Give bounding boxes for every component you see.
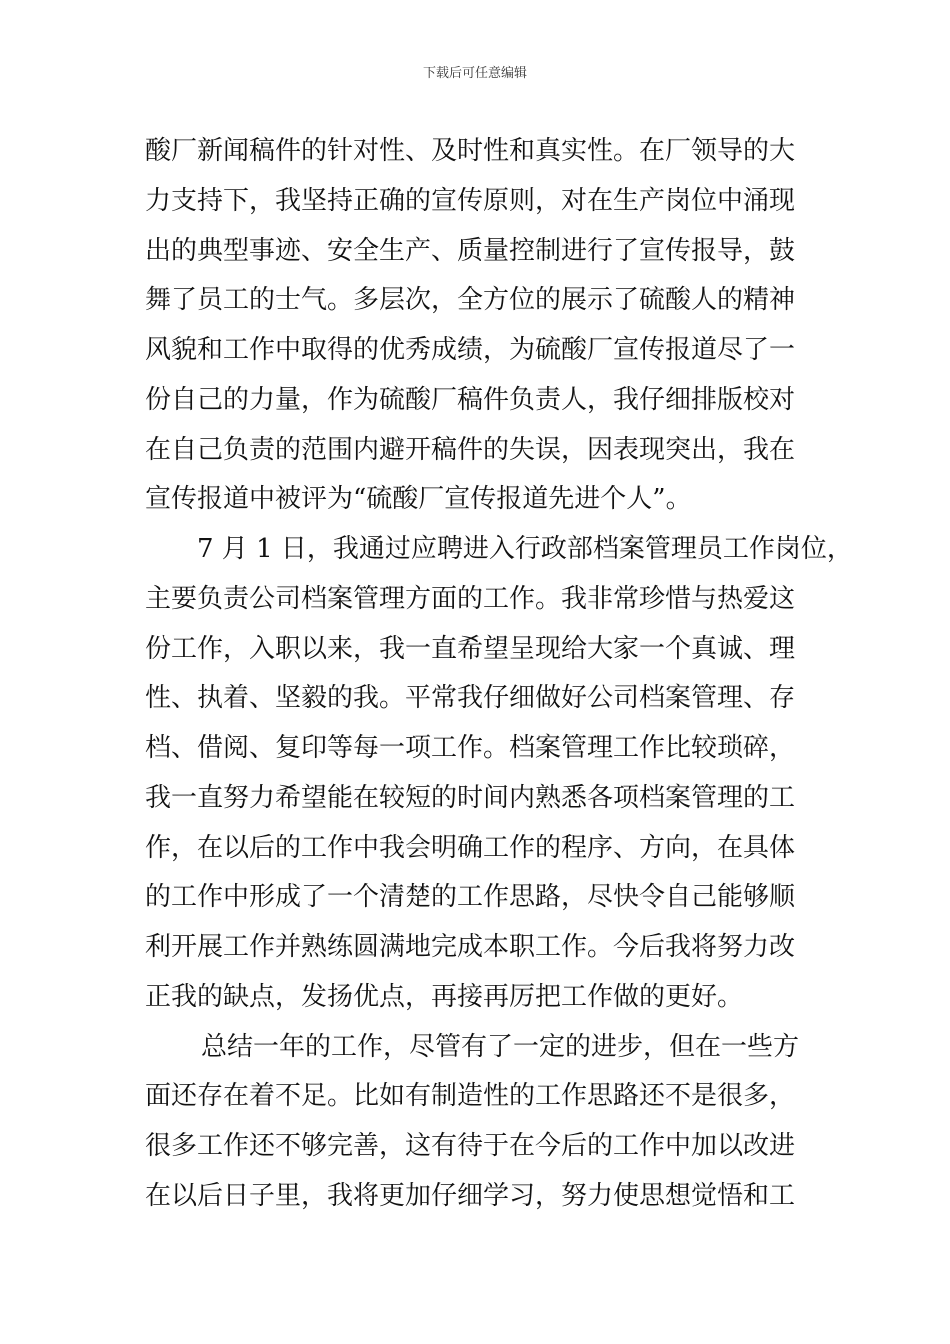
text-line: 酸厂新闻稿件的针对性、及时性和真实性。在厂领导的大 [145, 136, 796, 166]
text-line: 力支持下，我坚持正确的宣传原则，对在生产岗位中涌现 [145, 185, 796, 216]
text-line: 宣传报道中被评为“硫酸厂宣传报道先进个人”。 [145, 484, 692, 515]
text-line: 我一直努力希望能在较短的时间内熟悉各项档案管理的工 [145, 782, 796, 813]
text-line: 份自己的力量，作为硫酸厂稿件负责人，我仔细排版校对 [145, 384, 796, 415]
text-line: 主要负责公司档案管理方面的工作。我非常珍惜与热爱这 [145, 583, 796, 614]
text-line: 在以后日子里，我将更加仔细学习，努力使思想觉悟和工 [145, 1180, 796, 1211]
text-line: 舞了员工的士气。多层次，全方位的展示了硫酸人的精神 [145, 285, 796, 316]
text-line: 份工作，入职以来，我一直希望呈现给大家一个真诚、理 [145, 633, 796, 664]
page-header: 下载后可任意编辑 [422, 66, 527, 81]
text-line: 出的典型事迹、安全生产、质量控制进行了宣传报导，鼓 [145, 235, 796, 266]
text-line: 风貌和工作中取得的优秀成绩，为硫酸厂宣传报道尽了一 [145, 335, 796, 365]
text-line: 很多工作还不够完善，这有待于在今后的工作中加以改进 [145, 1131, 796, 1161]
text-line: 面还存在着不足。比如有制造性的工作思路还不是很多， [145, 1081, 796, 1112]
text-line: 作，在以后的工作中我会明确工作的程序、方向，在具体 [145, 832, 796, 863]
document-body [145, 127, 853, 1222]
text-line: 利开展工作并熟练圆满地完成本职工作。今后我将努力改 [145, 932, 796, 962]
text-line: 在自己负责的范围内避开稿件的失误，因表现突出，我在 [145, 434, 796, 465]
text-line: 的工作中形成了一个清楚的工作思路，尽快令自己能够顺 [145, 882, 796, 913]
text-line: 性、执着、坚毅的我。平常我仔细做好公司档案管理、存 [145, 683, 796, 714]
paragraph-start-line: 总结一年的工作，尽管有了一定的进步，但在一些方 [201, 1031, 800, 1062]
text-line: 档、借阅、复印等每一项工作。档案管理工作比较琐碎， [145, 733, 796, 763]
paragraph-start-line: 7 月 1 日，我通过应聘进入行政部档案管理员工作岗位， [197, 534, 853, 564]
text-line: 正我的缺点，发扬优点，再接再厉把工作做的更好。 [145, 981, 744, 1012]
